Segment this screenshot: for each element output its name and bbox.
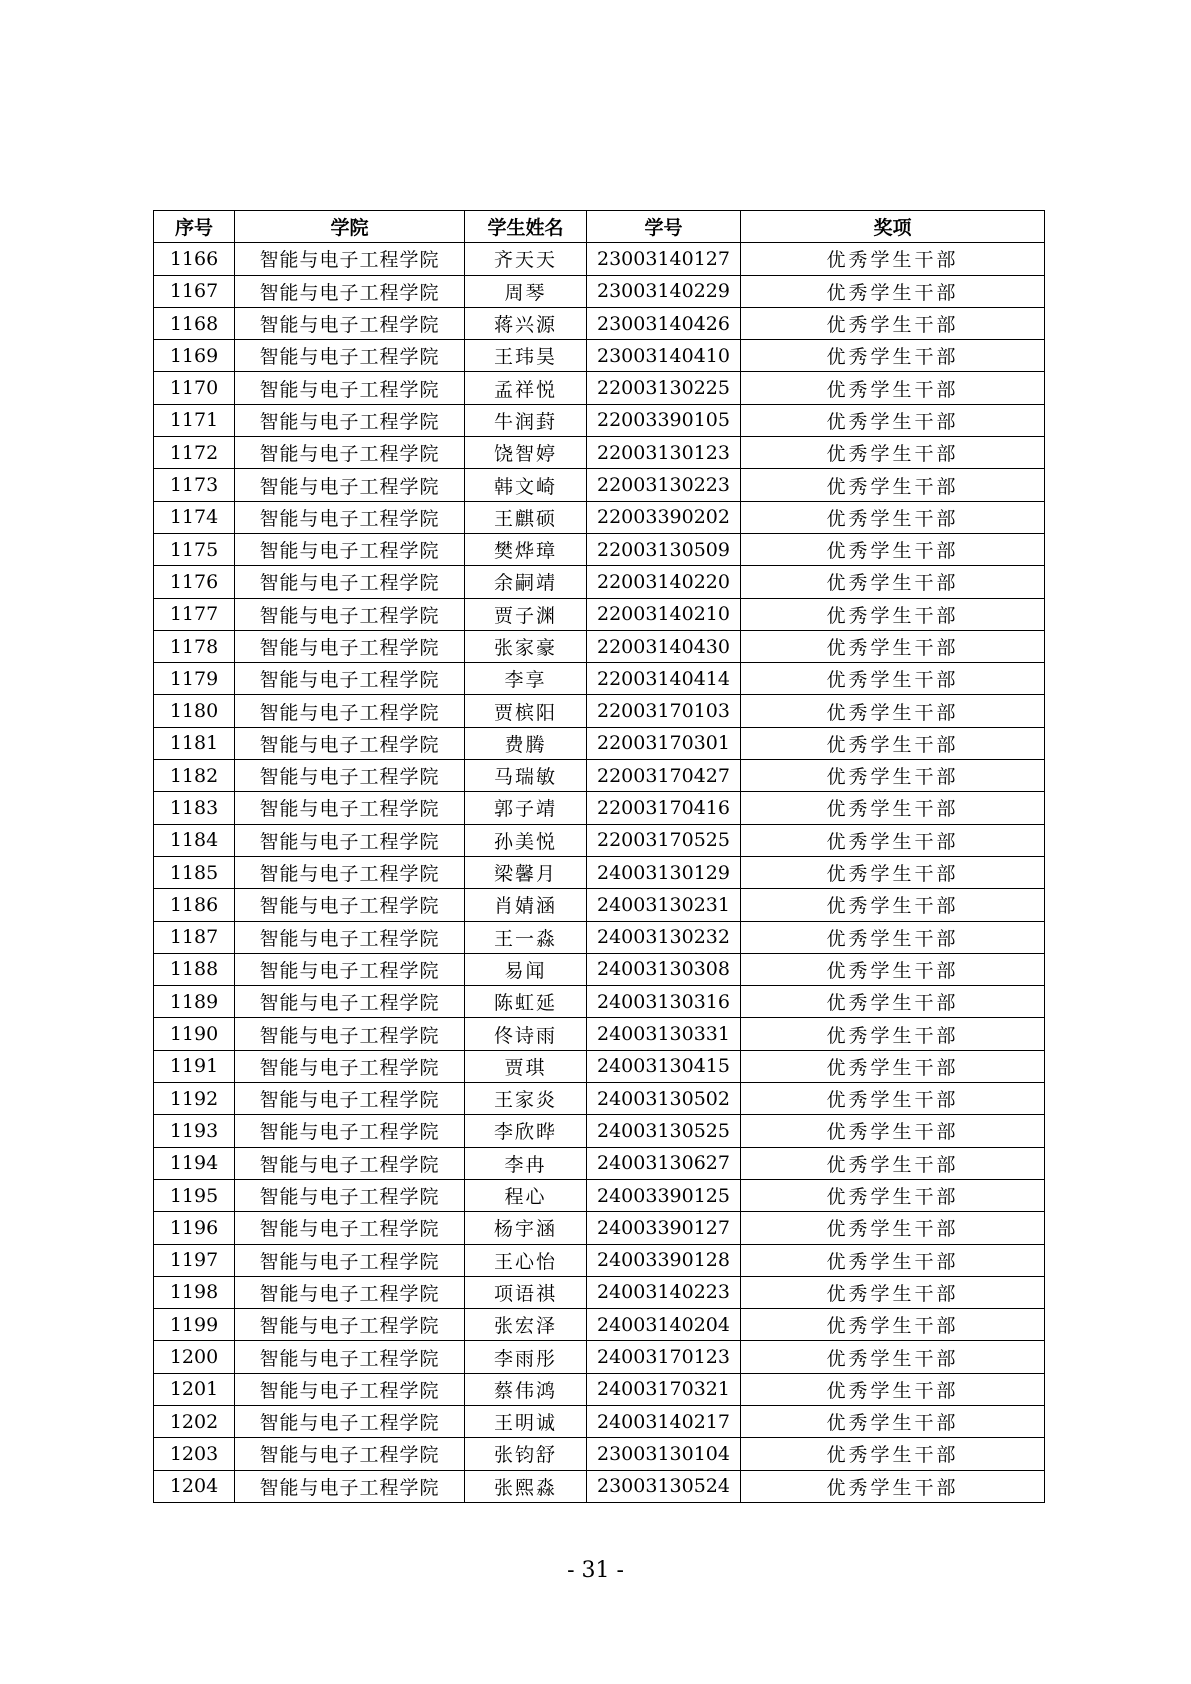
cell-row-index: 1204 [154, 1470, 235, 1502]
page-number: - 31 - [567, 1558, 624, 1583]
cell-student-name: 王麒硕 [465, 501, 587, 533]
table-row [154, 307, 1045, 339]
cell-award: 优秀学生干部 [741, 695, 1045, 727]
cell-student-id: 22003390202 [587, 501, 741, 533]
table-row [154, 1470, 1045, 1502]
cell-row-index: 1171 [154, 404, 235, 436]
cell-award: 优秀学生干部 [741, 598, 1045, 630]
cell-student-id: 23003140127 [587, 243, 741, 275]
table-row [154, 243, 1045, 275]
cell-award: 优秀学生干部 [741, 1309, 1045, 1341]
cell-award: 优秀学生干部 [741, 856, 1045, 888]
cell-student-name: 王家炎 [465, 1083, 587, 1115]
table-row [154, 275, 1045, 307]
cell-row-index: 1190 [154, 1018, 235, 1050]
cell-student-id: 22003170103 [587, 695, 741, 727]
header-student-id: 学号 [587, 211, 741, 243]
cell-college: 智能与电子工程学院 [235, 1309, 465, 1341]
cell-student-name: 李雨彤 [465, 1341, 587, 1373]
cell-student-id: 24003130231 [587, 889, 741, 921]
cell-student-name: 李享 [465, 663, 587, 695]
cell-row-index: 1191 [154, 1050, 235, 1082]
header-row [154, 211, 1045, 243]
cell-student-id: 24003130415 [587, 1050, 741, 1082]
cell-college: 智能与电子工程学院 [235, 1179, 465, 1211]
cell-student-name: 王一淼 [465, 921, 587, 953]
cell-row-index: 1193 [154, 1115, 235, 1147]
cell-college: 智能与电子工程学院 [235, 1147, 465, 1179]
cell-row-index: 1202 [154, 1405, 235, 1437]
cell-student-name: 郭子靖 [465, 792, 587, 824]
cell-college: 智能与电子工程学院 [235, 921, 465, 953]
cell-row-index: 1199 [154, 1309, 235, 1341]
cell-student-name: 张钧舒 [465, 1438, 587, 1470]
cell-student-id: 24003140223 [587, 1276, 741, 1308]
table-row [154, 1438, 1045, 1470]
cell-student-name: 王明诚 [465, 1405, 587, 1437]
cell-award: 优秀学生干部 [741, 1244, 1045, 1276]
cell-college: 智能与电子工程学院 [235, 1405, 465, 1437]
cell-student-id: 23003130104 [587, 1438, 741, 1470]
cell-award: 优秀学生干部 [741, 1083, 1045, 1115]
table-header [154, 211, 1045, 243]
cell-award: 优秀学生干部 [741, 404, 1045, 436]
cell-award: 优秀学生干部 [741, 760, 1045, 792]
cell-student-name: 李冉 [465, 1147, 587, 1179]
cell-college: 智能与电子工程学院 [235, 663, 465, 695]
cell-student-name: 贾琪 [465, 1050, 587, 1082]
cell-row-index: 1187 [154, 921, 235, 953]
cell-college: 智能与电子工程学院 [235, 1470, 465, 1502]
cell-row-index: 1189 [154, 986, 235, 1018]
cell-student-name: 王心怡 [465, 1244, 587, 1276]
table-row [154, 1309, 1045, 1341]
cell-student-id: 24003140217 [587, 1405, 741, 1437]
table-row [154, 469, 1045, 501]
cell-row-index: 1173 [154, 469, 235, 501]
cell-student-name: 李欣晔 [465, 1115, 587, 1147]
cell-college: 智能与电子工程学院 [235, 243, 465, 275]
table-row [154, 1115, 1045, 1147]
table-row [154, 372, 1045, 404]
cell-row-index: 1196 [154, 1212, 235, 1244]
cell-student-id: 24003130331 [587, 1018, 741, 1050]
table-row [154, 986, 1045, 1018]
table-row [154, 340, 1045, 372]
cell-award: 优秀学生干部 [741, 1050, 1045, 1082]
table-row [154, 404, 1045, 436]
cell-student-name: 齐天天 [465, 243, 587, 275]
cell-student-name: 张家豪 [465, 630, 587, 662]
table-row [154, 1050, 1045, 1082]
cell-student-name: 牛润葑 [465, 404, 587, 436]
cell-award: 优秀学生干部 [741, 1179, 1045, 1211]
cell-student-name: 项语祺 [465, 1276, 587, 1308]
cell-award: 优秀学生干部 [741, 469, 1045, 501]
cell-row-index: 1181 [154, 727, 235, 759]
cell-row-index: 1175 [154, 533, 235, 565]
cell-row-index: 1195 [154, 1179, 235, 1211]
cell-college: 智能与电子工程学院 [235, 1018, 465, 1050]
cell-college: 智能与电子工程学院 [235, 340, 465, 372]
table-row [154, 501, 1045, 533]
cell-award: 优秀学生干部 [741, 1115, 1045, 1147]
table-row [154, 663, 1045, 695]
header-award: 奖项 [741, 211, 1045, 243]
cell-college: 智能与电子工程学院 [235, 630, 465, 662]
table-row [154, 598, 1045, 630]
cell-student-id: 22003170525 [587, 824, 741, 856]
cell-student-name: 王玮昊 [465, 340, 587, 372]
cell-award: 优秀学生干部 [741, 986, 1045, 1018]
cell-row-index: 1168 [154, 307, 235, 339]
cell-student-name: 贾槟阳 [465, 695, 587, 727]
cell-student-name: 陈虹延 [465, 986, 587, 1018]
cell-student-name: 樊烨璋 [465, 533, 587, 565]
cell-award: 优秀学生干部 [741, 340, 1045, 372]
cell-award: 优秀学生干部 [741, 1018, 1045, 1050]
cell-college: 智能与电子工程学院 [235, 986, 465, 1018]
cell-student-name: 佟诗雨 [465, 1018, 587, 1050]
cell-student-id: 24003170321 [587, 1373, 741, 1405]
cell-row-index: 1192 [154, 1083, 235, 1115]
cell-student-name: 饶智婷 [465, 437, 587, 469]
cell-award: 优秀学生干部 [741, 889, 1045, 921]
cell-award: 优秀学生干部 [741, 501, 1045, 533]
cell-row-index: 1182 [154, 760, 235, 792]
cell-college: 智能与电子工程学院 [235, 889, 465, 921]
cell-college: 智能与电子工程学院 [235, 1438, 465, 1470]
table-row [154, 1212, 1045, 1244]
table-row [154, 533, 1045, 565]
cell-student-id: 23003140410 [587, 340, 741, 372]
cell-row-index: 1177 [154, 598, 235, 630]
cell-row-index: 1179 [154, 663, 235, 695]
cell-college: 智能与电子工程学院 [235, 533, 465, 565]
cell-student-id: 22003130123 [587, 437, 741, 469]
cell-student-name: 梁馨月 [465, 856, 587, 888]
cell-student-id: 24003390127 [587, 1212, 741, 1244]
cell-student-id: 22003170427 [587, 760, 741, 792]
cell-award: 优秀学生干部 [741, 1147, 1045, 1179]
cell-award: 优秀学生干部 [741, 1341, 1045, 1373]
cell-row-index: 1180 [154, 695, 235, 727]
cell-row-index: 1166 [154, 243, 235, 275]
cell-student-id: 24003170123 [587, 1341, 741, 1373]
cell-student-name: 韩文崎 [465, 469, 587, 501]
cell-college: 智能与电子工程学院 [235, 501, 465, 533]
cell-row-index: 1183 [154, 792, 235, 824]
cell-college: 智能与电子工程学院 [235, 1244, 465, 1276]
cell-row-index: 1197 [154, 1244, 235, 1276]
cell-student-name: 马瑞敏 [465, 760, 587, 792]
cell-student-id: 22003130509 [587, 533, 741, 565]
cell-student-name: 张熙淼 [465, 1470, 587, 1502]
cell-award: 优秀学生干部 [741, 307, 1045, 339]
cell-award: 优秀学生干部 [741, 663, 1045, 695]
cell-row-index: 1170 [154, 372, 235, 404]
cell-student-id: 22003390105 [587, 404, 741, 436]
cell-student-name: 孙美悦 [465, 824, 587, 856]
cell-student-name: 肖婧涵 [465, 889, 587, 921]
cell-college: 智能与电子工程学院 [235, 1212, 465, 1244]
table-row [154, 1179, 1045, 1211]
cell-award: 优秀学生干部 [741, 1373, 1045, 1405]
table-row [154, 1018, 1045, 1050]
cell-row-index: 1172 [154, 437, 235, 469]
cell-row-index: 1194 [154, 1147, 235, 1179]
cell-row-index: 1201 [154, 1373, 235, 1405]
cell-award: 优秀学生干部 [741, 792, 1045, 824]
cell-student-id: 24003130627 [587, 1147, 741, 1179]
table-body [154, 243, 1045, 1503]
cell-award: 优秀学生干部 [741, 824, 1045, 856]
cell-student-id: 22003140414 [587, 663, 741, 695]
cell-college: 智能与电子工程学院 [235, 695, 465, 727]
cell-student-name: 易闻 [465, 953, 587, 985]
cell-row-index: 1176 [154, 566, 235, 598]
table-row [154, 824, 1045, 856]
cell-student-name: 蔡伟鸿 [465, 1373, 587, 1405]
cell-college: 智能与电子工程学院 [235, 1373, 465, 1405]
cell-college: 智能与电子工程学院 [235, 856, 465, 888]
cell-college: 智能与电子工程学院 [235, 824, 465, 856]
cell-award: 优秀学生干部 [741, 533, 1045, 565]
cell-college: 智能与电子工程学院 [235, 953, 465, 985]
cell-award: 优秀学生干部 [741, 1438, 1045, 1470]
cell-row-index: 1200 [154, 1341, 235, 1373]
table-row [154, 921, 1045, 953]
cell-award: 优秀学生干部 [741, 630, 1045, 662]
cell-college: 智能与电子工程学院 [235, 275, 465, 307]
cell-college: 智能与电子工程学院 [235, 598, 465, 630]
cell-student-name: 蒋兴源 [465, 307, 587, 339]
header-index: 序号 [154, 211, 235, 243]
cell-student-id: 24003140204 [587, 1309, 741, 1341]
cell-award: 优秀学生干部 [741, 566, 1045, 598]
cell-student-id: 23003140426 [587, 307, 741, 339]
table-row [154, 566, 1045, 598]
cell-student-name: 费腾 [465, 727, 587, 759]
cell-college: 智能与电子工程学院 [235, 1341, 465, 1373]
cell-award: 优秀学生干部 [741, 437, 1045, 469]
table-row [154, 760, 1045, 792]
cell-student-id: 23003140229 [587, 275, 741, 307]
cell-row-index: 1184 [154, 824, 235, 856]
table-row [154, 1276, 1045, 1308]
table-row [154, 1405, 1045, 1437]
cell-student-name: 孟祥悦 [465, 372, 587, 404]
header-student-name: 学生姓名 [465, 211, 587, 243]
cell-award: 优秀学生干部 [741, 727, 1045, 759]
cell-college: 智能与电子工程学院 [235, 1115, 465, 1147]
cell-student-name: 贾子渊 [465, 598, 587, 630]
cell-student-name: 杨宇涵 [465, 1212, 587, 1244]
cell-student-id: 23003130524 [587, 1470, 741, 1502]
table-row [154, 1244, 1045, 1276]
cell-college: 智能与电子工程学院 [235, 307, 465, 339]
cell-award: 优秀学生干部 [741, 275, 1045, 307]
cell-college: 智能与电子工程学院 [235, 469, 465, 501]
cell-award: 优秀学生干部 [741, 953, 1045, 985]
cell-row-index: 1198 [154, 1276, 235, 1308]
table-row [154, 727, 1045, 759]
cell-student-id: 24003130308 [587, 953, 741, 985]
table-row [154, 1341, 1045, 1373]
award-table [153, 210, 1045, 1503]
cell-student-id: 22003170301 [587, 727, 741, 759]
cell-award: 优秀学生干部 [741, 372, 1045, 404]
cell-student-id: 22003130223 [587, 469, 741, 501]
cell-college: 智能与电子工程学院 [235, 1083, 465, 1115]
cell-award: 优秀学生干部 [741, 243, 1045, 275]
cell-award: 优秀学生干部 [741, 1470, 1045, 1502]
cell-college: 智能与电子工程学院 [235, 437, 465, 469]
table-row [154, 953, 1045, 985]
table-row [154, 695, 1045, 727]
cell-college: 智能与电子工程学院 [235, 404, 465, 436]
cell-student-id: 24003130129 [587, 856, 741, 888]
cell-row-index: 1203 [154, 1438, 235, 1470]
cell-student-id: 22003140430 [587, 630, 741, 662]
table-row [154, 1083, 1045, 1115]
cell-row-index: 1185 [154, 856, 235, 888]
table-row [154, 792, 1045, 824]
cell-college: 智能与电子工程学院 [235, 1050, 465, 1082]
cell-award: 优秀学生干部 [741, 1405, 1045, 1437]
cell-student-name: 程心 [465, 1179, 587, 1211]
cell-student-id: 22003140210 [587, 598, 741, 630]
cell-award: 优秀学生干部 [741, 921, 1045, 953]
cell-student-id: 24003390125 [587, 1179, 741, 1211]
cell-award: 优秀学生干部 [741, 1212, 1045, 1244]
cell-row-index: 1188 [154, 953, 235, 985]
cell-college: 智能与电子工程学院 [235, 727, 465, 759]
cell-student-id: 24003130316 [587, 986, 741, 1018]
table-row [154, 856, 1045, 888]
cell-row-index: 1167 [154, 275, 235, 307]
table-row [154, 889, 1045, 921]
cell-row-index: 1178 [154, 630, 235, 662]
cell-student-name: 张宏泽 [465, 1309, 587, 1341]
cell-award: 优秀学生干部 [741, 1276, 1045, 1308]
table-row [154, 1147, 1045, 1179]
cell-row-index: 1186 [154, 889, 235, 921]
header-college: 学院 [235, 211, 465, 243]
cell-college: 智能与电子工程学院 [235, 372, 465, 404]
cell-college: 智能与电子工程学院 [235, 792, 465, 824]
cell-student-id: 24003130232 [587, 921, 741, 953]
cell-student-name: 周琴 [465, 275, 587, 307]
cell-college: 智能与电子工程学院 [235, 566, 465, 598]
cell-student-id: 24003130502 [587, 1083, 741, 1115]
cell-college: 智能与电子工程学院 [235, 1276, 465, 1308]
cell-row-index: 1169 [154, 340, 235, 372]
cell-college: 智能与电子工程学院 [235, 760, 465, 792]
cell-row-index: 1174 [154, 501, 235, 533]
cell-student-id: 24003130525 [587, 1115, 741, 1147]
cell-student-name: 余嗣靖 [465, 566, 587, 598]
table-row [154, 437, 1045, 469]
table-row [154, 630, 1045, 662]
cell-student-id: 22003170416 [587, 792, 741, 824]
cell-student-id: 22003140220 [587, 566, 741, 598]
table-row [154, 1373, 1045, 1405]
cell-student-id: 24003390128 [587, 1244, 741, 1276]
cell-student-id: 22003130225 [587, 372, 741, 404]
